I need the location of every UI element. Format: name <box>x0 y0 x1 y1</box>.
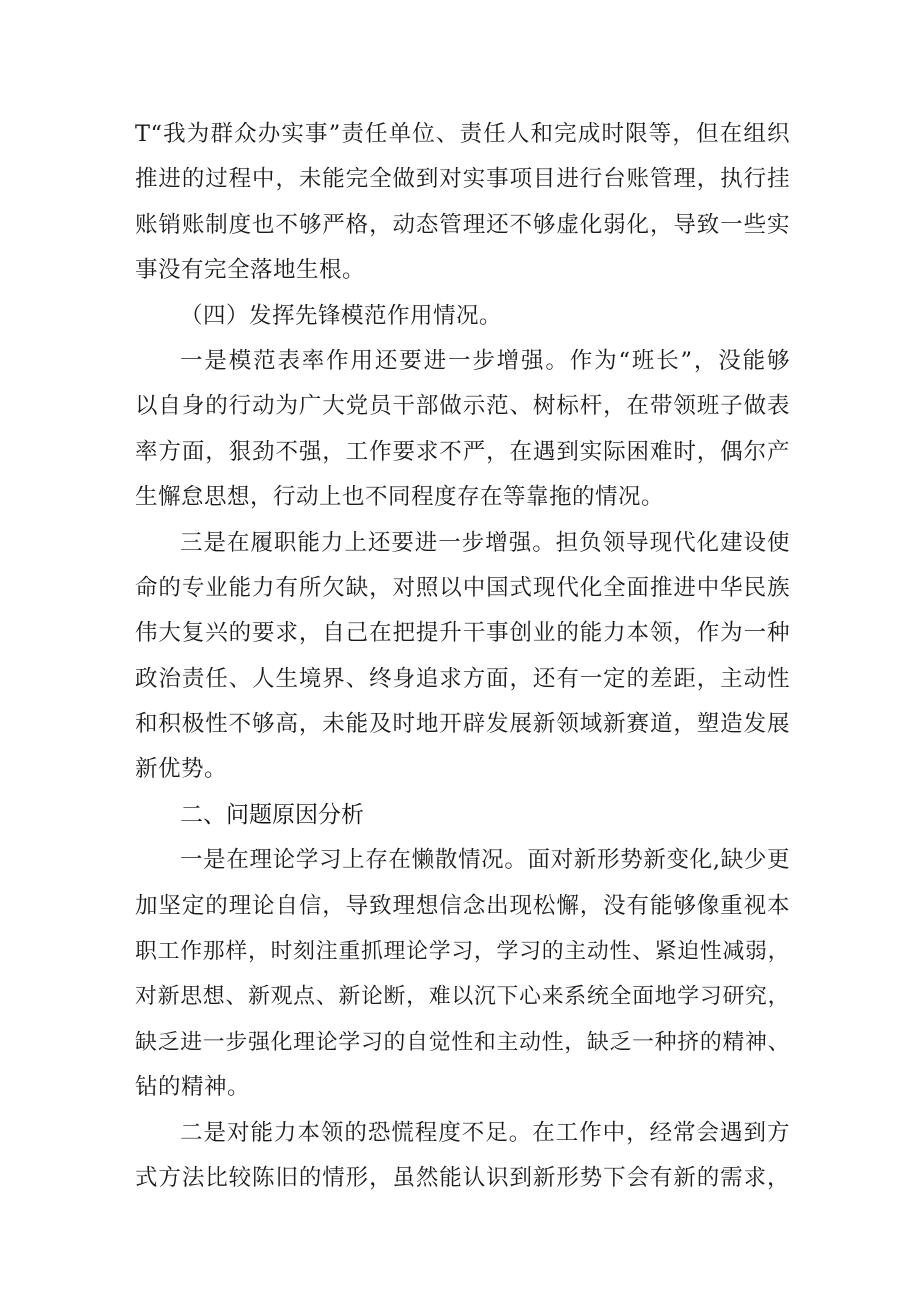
text-line-6: 一是模范表率作用还要进一步增强。作为“班长”，没能够 <box>180 347 790 374</box>
text-line-14: 和积极性不够高，未能及时地开辟发展新领域新赛道，塑造发展 <box>135 711 790 738</box>
text-line-21: 缺乏进一步强化理论学习的自觉性和主动性，缺乏一种挤的精神、 <box>135 1029 790 1055</box>
section-subheading-four: （四）发挥先锋模范作用情况。 <box>180 302 503 329</box>
text-line-2: 推进的过程中，未能完全做到对实事项目进行台账管理，执行挂 <box>135 166 790 193</box>
document-body <box>135 112 790 1201</box>
text-line-15: 新优势。 <box>135 756 228 783</box>
text-line-17: 一是在理论学习上存在懒散情况。面对新形势新变化,缺少更 <box>180 847 790 874</box>
text-line-18: 加坚定的理论自信，导致理想信念出现松懈，没有能够像重视本 <box>135 892 790 919</box>
text-line-8: 率方面，狠劲不强，工作要求不严，在遇到实际困难时，偶尔产 <box>135 438 790 465</box>
text-line-4: 事没有完全落地生根。 <box>135 257 366 284</box>
text-line-22: 钻的精神。 <box>135 1074 251 1101</box>
text-line-7: 以自身的行动为广大党员干部做示范、树标杆，在带领班子做表 <box>135 393 790 420</box>
text-line-3: 账销账制度也不够严格，动态管理还不够虚化弱化，导致一些实 <box>135 211 790 238</box>
text-line-24: 式方法比较陈旧的情形，虽然能认识到新形势下会有新的需求， <box>135 1164 790 1191</box>
text-line-10: 三是在履职能力上还要进一步增强。担负领导现代化建设使 <box>180 529 790 556</box>
text-line-20: 对新思想、新观点、新论断，难以沉下心来系统全面地学习研究， <box>135 984 790 1010</box>
text-line-23: 二是对能力本领的恐慌程度不足。在工作中，经常会遇到方 <box>180 1119 790 1146</box>
text-line-19: 职工作那样，时刻注重抓理论学习，学习的主动性、紧迫性减弱， <box>135 939 790 965</box>
section-heading-problem-analysis: 二、问题原因分析 <box>180 801 364 828</box>
text-line-1: T“我为群众办实事”责任单位、责任人和完成时限等，但在组织 <box>135 121 790 147</box>
text-line-11: 命的专业能力有所欠缺，对照以中国式现代化全面推进中华民族 <box>135 574 790 601</box>
text-line-12: 伟大复兴的要求，自己在把提升干事创业的能力本领，作为一种 <box>135 620 790 647</box>
text-line-9: 生懈怠思想，行动上也不同程度存在等靠拖的情况。 <box>135 484 665 511</box>
text-line-13: 政治责任、人生境界、终身追求方面，还有一定的差距，主动性 <box>135 665 790 692</box>
